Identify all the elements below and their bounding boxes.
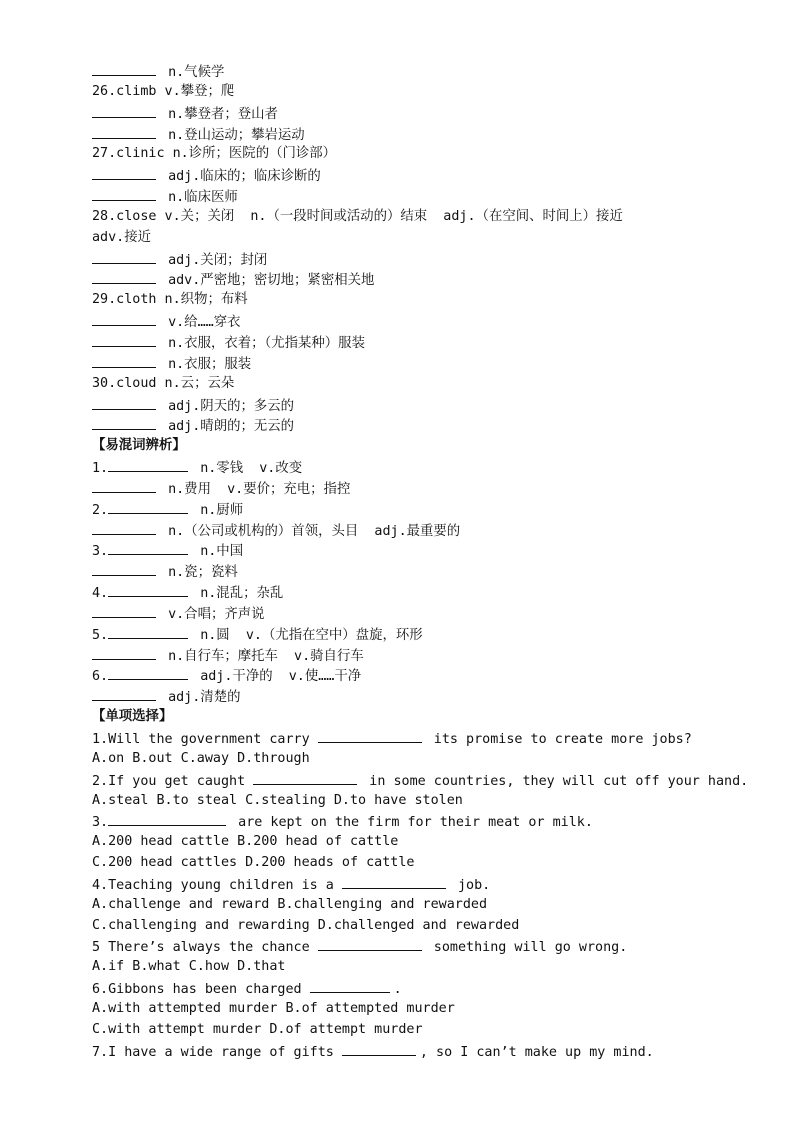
vocab-line [92, 269, 772, 290]
confusable-line [92, 561, 772, 582]
answer-blank[interactable] [92, 103, 156, 118]
question-text: something will go wrong. [425, 940, 628, 956]
vocab-definition: n.衣服，衣着；（尤指某种）服装 [168, 335, 365, 351]
answer-blank[interactable] [92, 186, 156, 201]
answer-blank[interactable] [310, 978, 390, 993]
confusable-definition: adj.干净的 v.使……干净 [200, 669, 362, 685]
options-text: A.200 head cattle B.200 head of cattle [92, 834, 399, 850]
question-text: . [393, 982, 402, 998]
question-stem [92, 728, 772, 749]
answer-blank[interactable] [108, 499, 188, 514]
question-text: are kept on the firm for their meat or milk. [230, 815, 593, 831]
vocab-definition: adj.关闭；封闭 [168, 252, 268, 268]
item-number: 4. [92, 586, 109, 602]
confusable-definition: n.（公司或机构的）首领，头目 adj.最重要的 [168, 523, 461, 539]
answer-blank[interactable] [318, 936, 422, 951]
question-options [92, 832, 772, 853]
vocab-line [92, 124, 772, 145]
options-text: C.challenging and rewarding D.challenged and rewarded [92, 917, 520, 933]
question-stem [92, 978, 772, 999]
answer-blank[interactable] [92, 395, 156, 410]
vocab-definition: 26.climb v.攀登；爬 [92, 83, 235, 99]
answer-blank[interactable] [108, 665, 188, 680]
answer-blank[interactable] [92, 61, 156, 76]
vocab-definition: adj.阴天的；多云的 [168, 398, 295, 414]
vocab-definition: adj.晴朗的；无云的 [168, 419, 295, 435]
question-text: 1.Will the government carry [92, 732, 318, 747]
question-options [92, 957, 772, 978]
vocab-definition: 30.cloud n.云；云朵 [92, 375, 235, 391]
question-stem [92, 770, 772, 791]
vocab-line [92, 353, 772, 374]
answer-blank[interactable] [253, 770, 357, 785]
confusable-line [92, 603, 772, 624]
answer-blank[interactable] [108, 457, 188, 472]
options-text: A.challenge and reward B.challenging and rewarded [92, 896, 488, 912]
question-text: 6.Gibbons has been charged [92, 982, 310, 998]
options-text: A.with attempted murder B.of attempted murder [92, 1000, 455, 1016]
answer-blank[interactable] [92, 124, 156, 139]
confusable-line [92, 665, 772, 686]
options-text: A.if B.what C.how D.that [92, 959, 286, 975]
confusable-definition: n.圆 v.（尤指在空中）盘旋，环形 [200, 627, 423, 643]
confusable-definition: n.厨师 [200, 502, 244, 518]
answer-blank[interactable] [92, 332, 156, 347]
answer-blank[interactable] [108, 811, 226, 826]
vocab-line [92, 103, 772, 124]
item-number: 5. [92, 627, 109, 643]
vocab-line [92, 249, 772, 270]
vocab-line [92, 61, 772, 82]
confusable-line [92, 478, 772, 499]
item-number: 2. [92, 502, 109, 518]
question-text: 2.If you get caught [92, 773, 254, 789]
answer-blank[interactable] [92, 165, 156, 180]
question-text: its promise to create more jobs? [425, 732, 692, 747]
vocab-line [92, 311, 772, 332]
answer-blank[interactable] [108, 540, 188, 555]
question-text: 7.I have a wide range of gifts [92, 1044, 342, 1060]
answer-blank[interactable] [108, 624, 188, 639]
item-number: 1. [92, 461, 109, 477]
confusable-line [92, 540, 772, 561]
confusable-line [92, 582, 772, 603]
question-options [92, 895, 772, 916]
vocab-line [92, 415, 772, 436]
question-options [92, 791, 772, 812]
question-text: 5 There’s always the chance [92, 940, 318, 956]
confusable-line [92, 520, 772, 541]
confusable-words-list [92, 457, 772, 707]
confusable-line [92, 645, 772, 666]
item-number: 6. [92, 669, 109, 685]
options-text: A.steal B.to steal C.stealing D.to have stolen [92, 792, 463, 808]
confusable-definition: v.合唱；齐声说 [168, 606, 265, 622]
confusable-definition: n.混乱；杂乱 [200, 586, 284, 602]
answer-blank[interactable] [92, 249, 156, 264]
question-text: in some countries, they will cut off your hand. [361, 773, 749, 789]
options-text: C.with attempt murder D.of attempt murder [92, 1021, 423, 1037]
confusable-line [92, 499, 772, 520]
vocabulary-list [92, 61, 772, 436]
question-text: 4.Teaching young children is a [92, 877, 342, 893]
question-text: 3. [92, 815, 109, 831]
answer-blank[interactable] [92, 415, 156, 430]
question-options [92, 853, 772, 874]
multiple-choice-section-title: 【单项选择】 [92, 709, 173, 725]
question-stem [92, 811, 772, 832]
confusable-definition: adj.清楚的 [168, 690, 241, 706]
confusable-line [92, 686, 772, 707]
confusable-definition: n.瓷；瓷料 [168, 565, 238, 581]
options-text: A.on B.out C.away D.through [92, 750, 310, 766]
question-options [92, 1020, 772, 1041]
question-stem [92, 1041, 772, 1062]
vocab-line [92, 228, 772, 249]
vocab-line [92, 82, 772, 103]
confusable-line [92, 457, 772, 478]
vocab-definition: n.临床医师 [168, 190, 238, 206]
confusable-definition: n.零钱 v.改变 [200, 461, 303, 477]
item-number: 3. [92, 544, 109, 560]
confusable-definition: n.中国 [200, 544, 244, 560]
vocab-definition: adv.严密地；密切地；紧密相关地 [168, 273, 375, 289]
answer-blank[interactable] [108, 582, 188, 597]
vocab-definition: 27.clinic n.诊所；医院的（门诊部） [92, 146, 337, 162]
answer-blank[interactable] [92, 645, 156, 660]
vocab-definition: 29.cloth n.织物；布料 [92, 292, 248, 308]
vocab-definition: 28.close v.关；关闭 n.（一段时间或活动的）结束 adj.（在空间、时间上）接近 [92, 208, 623, 224]
vocab-line [92, 290, 772, 311]
vocab-line [92, 374, 772, 395]
confusable-definition: n.自行车；摩托车 v.骑自行车 [168, 648, 364, 664]
answer-blank[interactable] [92, 686, 156, 701]
question-text: job. [449, 877, 491, 893]
answer-blank[interactable] [342, 1041, 416, 1056]
vocab-line [92, 332, 772, 353]
confusable-definition: n.费用 v.要价；充电；指控 [168, 481, 351, 497]
answer-blank[interactable] [342, 874, 446, 889]
answer-blank[interactable] [92, 603, 156, 618]
confusable-section-title: 【易混词辨析】 [92, 438, 186, 454]
question-options [92, 749, 772, 770]
confusable-line [92, 624, 772, 645]
vocab-definition: n.气候学 [168, 65, 225, 80]
vocab-definition: n.登山运动；攀岩运动 [168, 127, 305, 143]
vocab-line [92, 186, 772, 207]
answer-blank[interactable] [92, 561, 156, 576]
answer-blank[interactable] [92, 353, 156, 368]
answer-blank[interactable] [318, 728, 422, 743]
vocab-definition: n.衣服；服装 [168, 356, 252, 372]
vocab-definition: n.攀登者；登山者 [168, 106, 278, 122]
worksheet-page [92, 61, 772, 1062]
vocab-line [92, 165, 772, 186]
question-stem [92, 936, 772, 957]
question-options [92, 999, 772, 1020]
answer-blank[interactable] [92, 478, 156, 493]
vocab-definition: adv.接近 [92, 229, 152, 245]
answer-blank[interactable] [92, 520, 156, 535]
options-text: C.200 head cattles D.200 heads of cattle [92, 855, 415, 871]
vocab-definition: v.给……穿衣 [168, 315, 241, 331]
question-options [92, 916, 772, 937]
answer-blank[interactable] [92, 269, 156, 284]
vocab-line [92, 207, 772, 228]
vocab-line [92, 144, 772, 165]
multiple-choice-list [92, 728, 772, 1062]
question-text: , so I can’t make up my mind. [419, 1044, 654, 1060]
answer-blank[interactable] [92, 311, 156, 326]
question-stem [92, 874, 772, 895]
vocab-definition: adj.临床的；临床诊断的 [168, 169, 321, 185]
vocab-line [92, 395, 772, 416]
